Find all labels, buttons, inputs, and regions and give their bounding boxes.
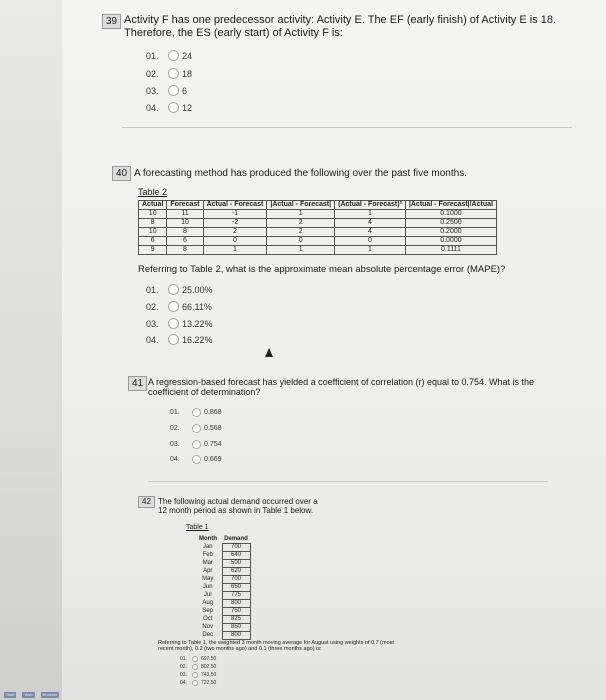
q39-option-4[interactable]: 04. 12: [146, 102, 193, 113]
table-row: 10 8 2 2 4 0.2000: [139, 228, 497, 237]
header-forecast: Forecast: [167, 201, 203, 210]
header-sq-error: (Actual - Forecast)²: [335, 201, 406, 210]
radio-button[interactable]: [192, 440, 201, 449]
taskbar: [0, 690, 606, 700]
question-42-prompt-line1: Referring to Table 1, the weighted 3 month moving average for August using weights of 0.7 (most: [158, 640, 394, 646]
q42-option-1[interactable]: 01. 697.50: [180, 656, 217, 662]
question-39-text-line1: Activity F has one predecessor activity: Activity E. The EF (early finish) of Activity E is 18.: [124, 14, 557, 26]
question-number-42: 42: [138, 496, 155, 508]
radio-button[interactable]: [168, 334, 179, 345]
radio-button[interactable]: [168, 284, 179, 295]
question-number-41: 41: [128, 376, 147, 391]
table-row: May 700: [194, 576, 250, 584]
table-2: [138, 200, 497, 255]
table-row: Jul 775: [194, 592, 250, 600]
q39-option-2[interactable]: 02. 18: [146, 68, 193, 79]
taskbar-item[interactable]: Browser: [42, 692, 58, 697]
header-error: Actual - Forecast: [203, 201, 267, 210]
q40-option-1[interactable]: 01. 25.00%: [146, 284, 213, 295]
radio-button[interactable]: [168, 50, 179, 61]
q42-option-4[interactable]: 04. 722.50: [180, 680, 217, 686]
q40-option-3[interactable]: 03. 13.22%: [146, 318, 213, 329]
q39-option-1[interactable]: 01. 24: [146, 50, 193, 61]
table-row: Dec 800: [194, 632, 250, 640]
table-row: 10 11 -1 1 1 0.1000: [139, 210, 497, 219]
radio-button[interactable]: [168, 68, 179, 79]
q40-option-2[interactable]: 02. 66.11%: [146, 301, 212, 312]
header-pct-error: |Actual - Forecast|/Actual: [405, 201, 496, 210]
table-row: 9 8 1 1 1 0.1111: [139, 246, 497, 255]
q41-option-3[interactable]: 03. 0.754: [170, 441, 222, 448]
radio-button[interactable]: [192, 408, 201, 417]
radio-button[interactable]: [168, 318, 179, 329]
question-41-text-line2: coefficient of determination?: [148, 387, 261, 397]
header-demand: Demand: [224, 536, 248, 542]
table-2-title: Table 2: [138, 187, 168, 197]
radio-button[interactable]: [192, 656, 198, 662]
q41-option-2[interactable]: 02. 0.568: [170, 425, 222, 432]
q42-option-2[interactable]: 02. 802.50: [180, 664, 217, 670]
table-row: 8 10 -2 2 4 0.2500: [139, 219, 497, 228]
separator: [148, 481, 548, 482]
table-row: Apr 620: [194, 568, 250, 576]
mouse-cursor-icon: [265, 348, 273, 357]
q41-option-4[interactable]: 04. 0.669: [170, 456, 222, 463]
table-row: Sep 750: [194, 608, 250, 616]
q42-option-3[interactable]: 03. 743.50: [180, 672, 217, 678]
q40-option-4[interactable]: 04. 16.22%: [146, 334, 213, 345]
question-39-text-line2: Therefore, the ES (early start) of Activity F is:: [124, 27, 343, 39]
table-1: [194, 536, 251, 640]
question-40-prompt: Referring to Table 2, what is the approximate mean absolute percentage error (MAPE)?: [138, 264, 506, 275]
table-1-title: Table 1: [186, 524, 209, 531]
radio-button[interactable]: [192, 672, 198, 678]
radio-button[interactable]: [168, 85, 179, 96]
header-actual: Actual: [139, 201, 167, 210]
question-42-prompt-line2: recent month), 0.2 (two months ago) and 0.1 (three months ago) is:: [158, 646, 322, 652]
question-number-39: 39: [102, 14, 121, 29]
radio-button[interactable]: [192, 664, 198, 670]
radio-button[interactable]: [192, 424, 201, 433]
header-abs-error: |Actual - Forecast|: [267, 201, 335, 210]
table-row: Feb 640: [194, 552, 250, 560]
radio-button[interactable]: [192, 455, 201, 464]
separator: [122, 127, 572, 128]
taskbar-item[interactable]: Start: [6, 692, 15, 697]
table-row: 6 6 0 0 0 0.0000: [139, 237, 497, 246]
taskbar-item[interactable]: Web: [24, 692, 33, 697]
table-row: Oct 825: [194, 616, 250, 624]
q41-option-1[interactable]: 01. 0.868: [170, 409, 222, 416]
radio-button[interactable]: [192, 680, 198, 686]
table-row: Jun 650: [194, 584, 250, 592]
table-row: Jan 700: [194, 544, 250, 552]
question-42-text-line2: 12 month period as shown in Table 1 below.: [158, 506, 314, 515]
question-42-text-line1: The following actual demand occurred over a: [158, 497, 318, 506]
radio-button[interactable]: [168, 301, 179, 312]
question-41-text-line1: A regression-based forecast has yielded a coefficient of correlation (r) equal to 0.754. What is the: [148, 377, 535, 387]
header-month: Month: [199, 536, 217, 543]
table-row: Nov 850: [194, 624, 250, 632]
q39-option-3[interactable]: 03. 6: [146, 85, 188, 96]
exam-page: [62, 0, 606, 700]
table-row: Mar 500: [194, 560, 250, 568]
question-40-text: A forecasting method has produced the following over the past five months.: [134, 168, 467, 179]
radio-button[interactable]: [168, 102, 179, 113]
table-row: Aug 800: [194, 600, 250, 608]
question-number-40: 40: [112, 166, 131, 181]
